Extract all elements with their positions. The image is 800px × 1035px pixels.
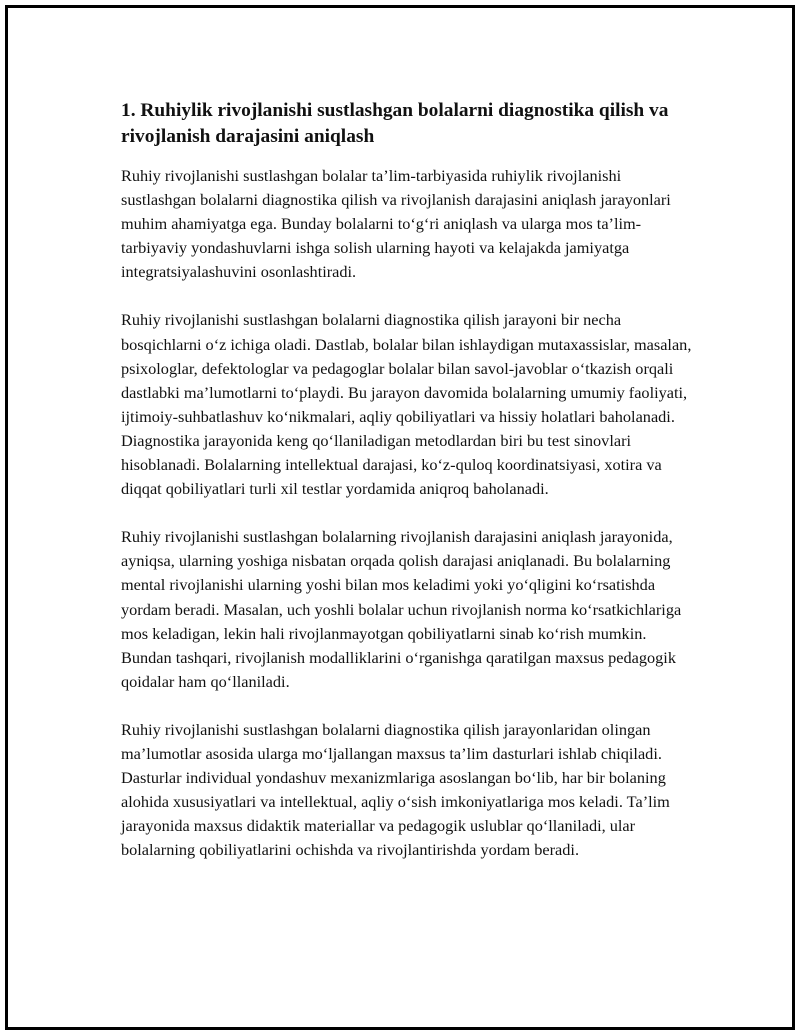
paragraph-4: Ruhiy rivojlanishi sustlashgan bolalarni diagnostika qilish jarayonlaridan olingan ma’lumotlar asosida ularga mo‘ljallangan maxsus ta’lim dasturlari ishlab chiqiladi. Dasturlar individual yondashuv mexanizmlariga asoslangan bo‘lib, har bir bolaning alohida xususiyatlari va intellektual, aqliy o‘sish imkoniyatlariga mos keladi. Ta’lim jarayonida maxsus didaktik materiallar va pedagogik uslublar qo‘llaniladi, ular bolalarning qobiliyatlarini ochishda va rivojlantirishda yordam beradi. — [121, 719, 670, 860]
paragraph-2: Ruhiy rivojlanishi sustlashgan bolalarni diagnostika qilish jarayoni bir necha bosqichlarni o‘z ichiga oladi. Dastlab, bolalar bilan ishlaydigan mutaxassislar, masalan, psixologlar, defektologlar va pedagoglar bolalar bilan savol-javoblar o‘tkazish orqali dastlabki ma’lumotlarni to‘playdi. Bu jarayon davomida bolalarning umumiy faoliyati, ijtimoiy-suhbatlashuv ko‘nikmalari, aqliy qobiliyatlari va hissiy holatlari baholanadi. Diagnostika jarayonida keng qo‘llaniladigan metodlardan biri bu test sinovlari hisoblanadi. Bolalarning intellektual darajasi, ko‘z-quloq koordinatsiyasi, xotira va diqqat qobiliyatlari turli xil testlar yordamida aniqroq baholanadi. — [121, 310, 692, 499]
paragraph-1: Ruhiy rivojlanishi sustlashgan bolalar ta’lim-tarbiyasida ruhiylik rivojlanishi sustlashgan bolalarni diagnostika qilish va rivojlanish darajasini aniqlash jarayonlari muhim ahamiyatga ega. Bunday bolalarni to‘g‘ri aniqlash va ularga mos ta’lim-tarbiyaviy yondashuvlarni ishga solish ularning hayoti va kelajakda jamiyatga integratsiyalashuvini osonlashtiradi. — [121, 166, 671, 282]
document-body — [121, 98, 693, 886]
paragraph-3: Ruhiy rivojlanishi sustlashgan bolalarning rivojlanish darajasini aniqlash jarayonida, ayniqsa, ularning yoshiga nisbatan orqada qolish darajasi aniqlanadi. Bu bolalarning mental rivojlanishi ularning yoshi bilan mos keladimi yoki yo‘qligini ko‘rsatishda yordam beradi. Masalan, uch yoshli bolalar uchun rivojlanish norma ko‘rsatkichlariga mos keladigan, lekin hali rivojlanmayotgan qobiliyatlarni sinab ko‘rish mumkin. Bundan tashqari, rivojlanish modalliklarini o‘rganishga qaratilgan maxsus pedagogik qoidalar ham qo‘llaniladi. — [121, 527, 682, 691]
page-border — [5, 5, 795, 1030]
section-heading: 1. Ruhiylik rivojlanishi sustlashgan bolalarni diagnostika qilish va rivojlanish darajasini aniqlash — [121, 100, 669, 147]
